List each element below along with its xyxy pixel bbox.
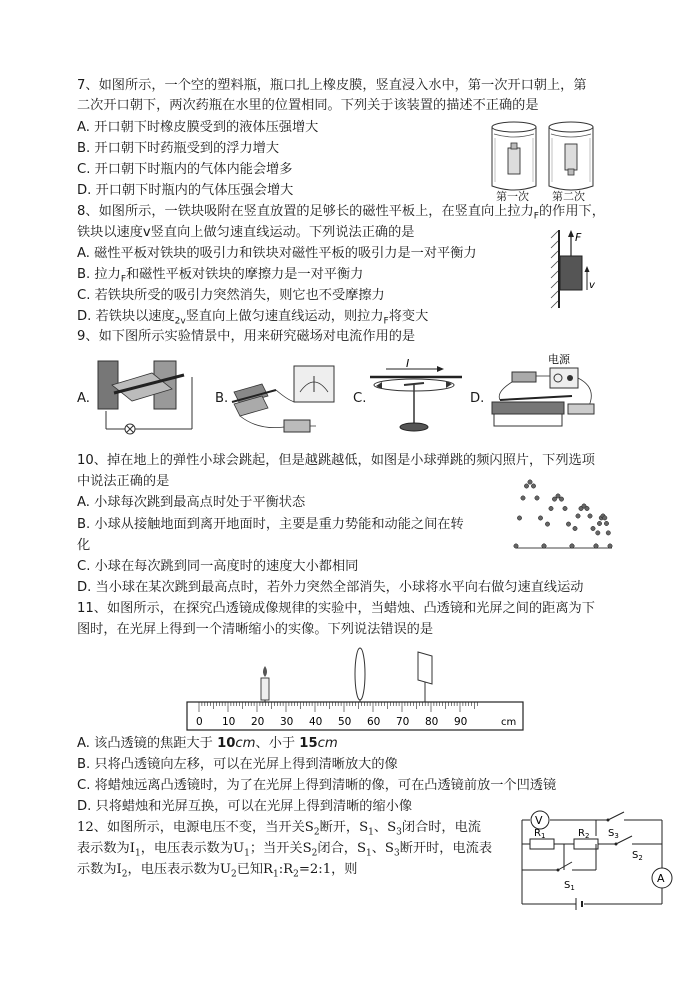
ball-dot [570, 544, 574, 548]
ruler-label: 40 [309, 716, 323, 728]
q10-option-b-line1: B. 小球从接触地面到离开地面时，主要是重力势能和动能之间在转 [77, 517, 464, 532]
q12-s1-sub: 1 [570, 884, 575, 892]
svg-text:R2 [578, 828, 589, 840]
q12-r1-sub: 1 [540, 832, 546, 840]
q8-option-c: C. 若铁块所受的吸引力突然消失，则它也不受摩擦力 [77, 288, 385, 303]
q11-option-c: C. 将蜡烛远离凸透镜时，为了在光屏上得到清晰的像，可在凸透镜前放一个凹透镜 [77, 778, 557, 793]
q11-ruler-unit: cm [501, 717, 517, 728]
q12-s1-label: S [564, 880, 571, 891]
ruler-label: 60 [367, 716, 381, 728]
q7-option-b: B. 开口朝下时药瓶受到的浮力增大 [77, 141, 280, 156]
ball-dot [531, 484, 535, 488]
ball-dot [604, 521, 608, 525]
q12-r2-sub: 2 [584, 832, 590, 840]
ball-dot [594, 544, 598, 548]
q8-stem-line1: 8、如图所示，一铁块吸附在竖直放置的足够长的磁性平板上，在竖直向上拉力$_F$的作用下， [77, 204, 605, 222]
q7-option-c: C. 开口朝下时瓶内的气体内能会增多 [77, 162, 293, 177]
ball-dot [524, 484, 528, 488]
svg-text:S3 [608, 828, 619, 840]
ball-dot [596, 531, 600, 535]
q10-ball-trajectory [514, 480, 612, 548]
q8-option-a: A. 磁性平板对铁块的吸引力和铁块对磁性平板的吸引力是一对平衡力 [77, 246, 477, 261]
q10-option-d: D. 当小球在某次跳到最高点时，若外力突然全部消失，小球将水平向右做匀速直线运动 [77, 580, 584, 595]
q12-stem-line1: 12、如图所示，电源电压不变，当开关$S_2$断开，$S_1$、$S_3$闭合时，电流 [77, 820, 481, 838]
q10-option-a: A. 小球每次跳到最高点时处于平衡状态 [77, 495, 306, 510]
q10-option-b-line2: 化 [77, 538, 91, 553]
q10-bouncing-ball-figure [510, 476, 616, 552]
ball-dot [585, 506, 589, 510]
ball-dot [566, 522, 570, 526]
q12-s3-label: S [608, 828, 615, 839]
ruler-label: 20 [251, 716, 265, 728]
ruler-label: 30 [280, 716, 294, 728]
q7-caption-first: 第一次 [496, 190, 529, 203]
ball-dot [514, 544, 518, 548]
ball-dot [549, 506, 553, 510]
q11-stem-line1: 11、如图所示，在探究凸透镜成像规律的实验中，当蜡烛、凸透镜和光屏之间的距离为下 [77, 601, 595, 616]
q7-caption-second: 第二次 [552, 190, 585, 203]
q12-ammeter-label: A [657, 872, 665, 885]
ruler-label: 70 [396, 716, 410, 728]
ball-dot [538, 516, 542, 520]
ball-dot [521, 496, 525, 500]
q9-fig-power-label: 电源 [548, 353, 570, 366]
q8-stem-line2: 铁块以速度v竖直向上做匀速直线运动。下列说法正确的是 [77, 225, 415, 240]
ball-dot [597, 521, 601, 525]
q12-r2-label: R [578, 828, 585, 839]
ball-dot [559, 497, 563, 501]
ruler-label: 10 [222, 716, 236, 728]
q8-fig-velocity-label: v [589, 280, 595, 291]
q12-stem-line2: 表示数为$I_1$，电压表示数为$U_1$；当开关$S_2$闭合，$S_1$、$S_3$断开时，电流表 [77, 841, 493, 859]
q11-optical-bench-figure [185, 644, 525, 732]
ruler-label: 50 [338, 716, 352, 728]
q10-option-c: C. 小球在每次跳到同一高度时的速度大小都相同 [77, 559, 359, 574]
q12-voltmeter-label: V [535, 814, 543, 827]
ball-dot [591, 526, 595, 530]
q11-option-a: A. 该凸透镜的焦距大于 10cm、小于 15cm [77, 736, 338, 751]
ball-dot [528, 480, 532, 484]
q9-option-c-label: C. [353, 391, 367, 406]
q12-r1-label: R [534, 828, 541, 839]
q8-option-d: D. 若铁块以速度$_{2v}$竖直向上做匀速直线运动，则拉力$_F$将变大 [77, 309, 429, 327]
ball-dot [542, 544, 546, 548]
ball-dot [556, 494, 560, 498]
ball-dot [576, 514, 580, 518]
ball-dot [535, 496, 539, 500]
q12-stem-line3: 示数为$I_2$，电压表示数为$U_2$已知$R_1:R_2=2:1$，则 [77, 862, 358, 880]
ball-dot [588, 514, 592, 518]
q9-stem: 9、如下图所示实验情景中，用来研究磁场对电流作用的是 [77, 329, 416, 344]
q12-s3-sub: 3 [614, 832, 619, 840]
q9-figure-d-motor-principle [486, 352, 601, 436]
q10-stem-line2: 中说法正确的是 [77, 474, 170, 489]
q10-stem-line1: 10、掉在地上的弹性小球会跳起，但是越跳越低，如图是小球弹跳的频闪照片，下列选项 [77, 453, 595, 468]
ruler-label: 80 [425, 716, 439, 728]
q11-stem-line2: 图时，在光屏上得到一个清晰缩小的实像。下列说法错误的是 [77, 622, 434, 637]
ball-dot [573, 526, 577, 530]
ball-dot [603, 516, 607, 520]
ball-dot [563, 506, 567, 510]
ruler-label: 90 [454, 716, 468, 728]
ball-dot [545, 522, 549, 526]
ball-dot [552, 497, 556, 501]
q9-option-a-label: A. [77, 391, 90, 406]
ruler-label: 0 [196, 716, 203, 728]
ball-dot [608, 544, 612, 548]
q11-option-d: D. 只将蜡烛和光屏互换，可以在光屏上得到清晰的缩小像 [77, 799, 413, 814]
q7-stem-line2: 二次开口朝下，两次药瓶在水里的位置相同。下列关于该装置的描述不正确的是 [77, 98, 539, 113]
svg-text:S2 [632, 850, 643, 862]
q9-figure-b-galvanometer-setup [230, 362, 348, 440]
ball-dot [606, 531, 610, 535]
ball-dot [517, 516, 521, 520]
q8-magnet-plate-figure [545, 228, 595, 310]
q9-figure-a-electromagnetic-induction [92, 355, 210, 439]
svg-text:R1 [534, 828, 545, 840]
q9-fig-current-label: I [406, 357, 410, 370]
q11-option-b: B. 只将凸透镜向左移，可以在光屏上得到清晰放大的像 [77, 757, 398, 772]
q8-option-b: B. 拉力$_F$和磁性平板对铁块的摩擦力是一对平衡力 [77, 267, 364, 285]
q7-stem-line1: 7、如图所示，一个空的塑料瓶，瓶口扎上橡皮膜，竖直浸入水中，第一次开口朝上，第 [77, 78, 587, 93]
q7-option-a: A. 开口朝下时橡皮膜受到的液体压强增大 [77, 120, 319, 135]
q9-option-d-label: D. [470, 391, 485, 406]
q12-s2-label: S [632, 850, 639, 861]
q12-circuit-diagram [512, 806, 682, 910]
q7-option-d: D. 开口朝下时瓶内的气体压强会增大 [77, 183, 294, 198]
q12-s2-sub: 2 [638, 854, 643, 862]
q9-option-b-label: B. [215, 391, 229, 406]
svg-text:S1 [564, 880, 575, 892]
q8-fig-force-label: F [575, 231, 582, 244]
q9-figure-c-oersted-experiment [366, 355, 466, 435]
